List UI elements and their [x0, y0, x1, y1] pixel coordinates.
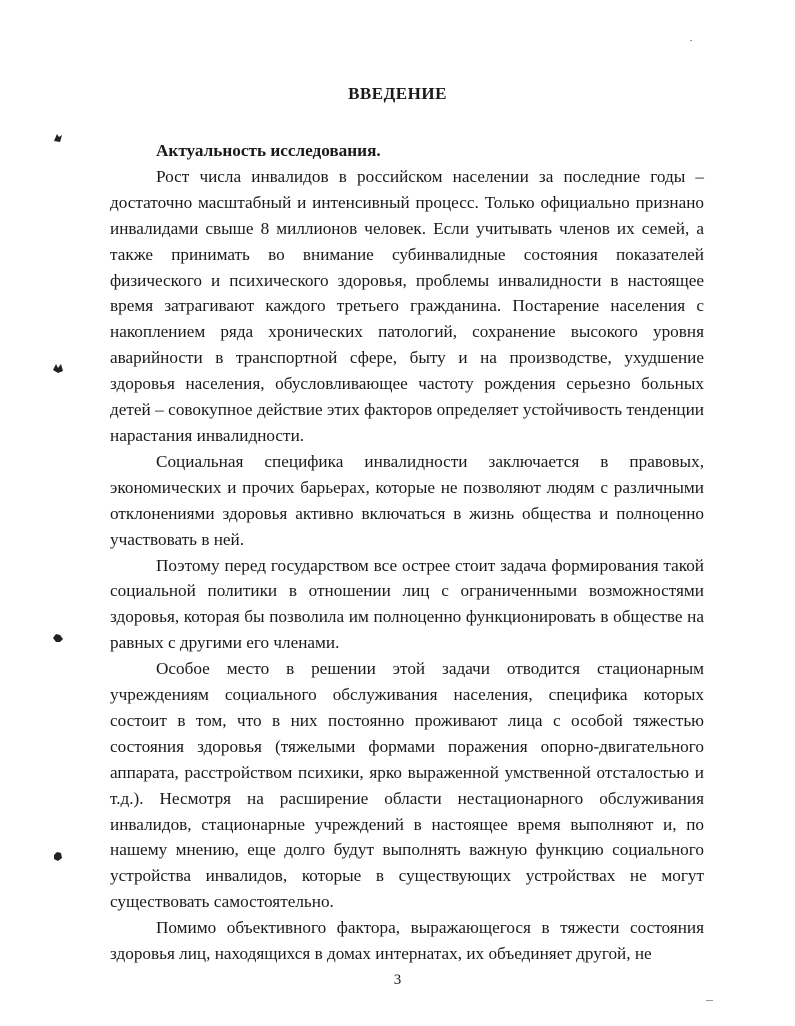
punch-mark-icon: [52, 362, 64, 374]
paragraph: Рост числа инвалидов в российском населении за последние годы – достаточно масштабный и интенсивный процесс. Только официально признано инвалидами свыше 8 миллионов человек. Если учитывать членов их семей, а также принимать во внимание субинвалидные состояния показателей физического и психического здоровья, проблемы инвалидности в настоящее время затрагивают каждого третьего гражданина. Постарение населения с накоплением ряда хронических патологий, сохранение высокого уровня аварийности в транспортной сфере, быту и на производстве, ухудшение здоровья населения, обусловливающее частоту рождения серьезно больных детей – совокупное действие этих факторов определяет устойчивость тенденции нарастания инвалидности.: [110, 166, 704, 445]
body-text: [110, 138, 704, 967]
punch-mark-icon: [52, 132, 64, 144]
paragraph: Социальная специфика инвалидности заключается в правовых, экономических и прочих барьерах, которые не позволяют людям с различными отклонениями здоровья активно включаться в жизнь общества и полноценно участвовать в ней.: [110, 451, 704, 549]
paragraph: Помимо объективного фактора, выражающегося в тяжести состояния здоровья лиц, находящихся в домах интернатах, их объединяет другой, не: [110, 918, 704, 964]
page-title: ВВЕДЕНИЕ: [348, 84, 447, 103]
punch-mark-icon: [52, 850, 64, 862]
scan-speck: [706, 1000, 713, 1001]
scan-speck: [690, 40, 692, 41]
punch-mark-icon: [52, 632, 64, 644]
paragraph: Особое место в решении этой задачи отводится стационарным учреждениям социального обслуживания населения, специфика которых состоит в том, что в них постоянно проживают лица с особой тяжестью состояния здоровья (тяжелыми формами поражения опорно-двигательного аппарата, расстройством психики, ярко выраженной умственной отсталостью и т.д.). Несмотря на расширение области нестационарного обслуживания инвалидов, стационарные учреждений в настоящее время выполняют и, по нашему мнению, еще долго будут выполнять важную функцию социального устройства инвалидов, которые в существующих устройствах не могут существовать самостоятельно.: [110, 659, 704, 912]
section-subheading: Актуальность исследования.: [156, 141, 381, 160]
paragraph: Поэтому перед государством все острее стоит задача формирования такой социальной политики в отношении лиц с ограниченными возможностями здоровья, которая бы позволила им полноценно функционировать в обществе на равных с другими его членами.: [110, 555, 704, 653]
page-number: 3: [393, 972, 402, 988]
